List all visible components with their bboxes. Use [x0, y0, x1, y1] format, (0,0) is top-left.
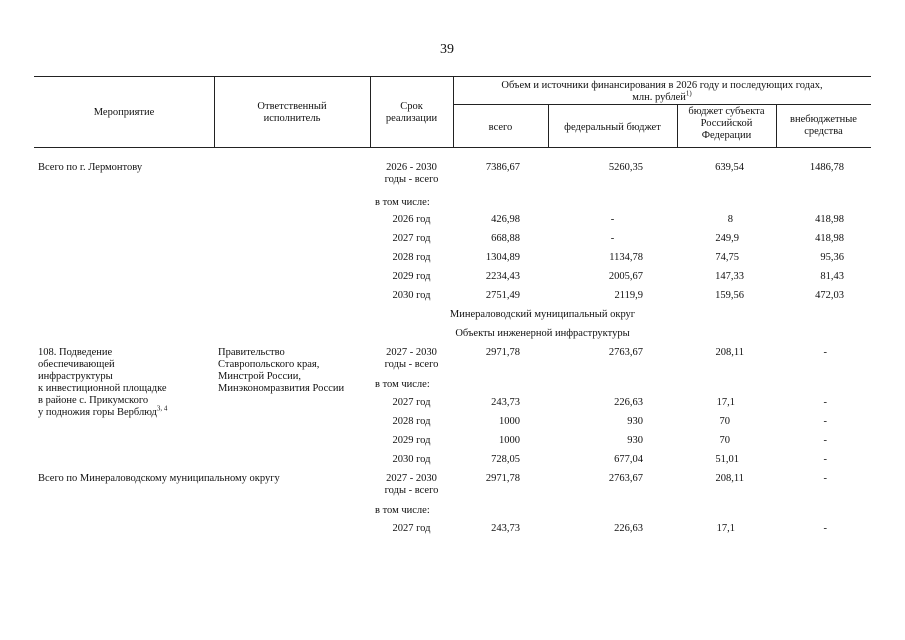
item-108-extra: - — [823, 347, 827, 358]
item-108-subject: 208,11 — [715, 347, 744, 358]
minvody-federal: 2763,67 — [608, 473, 643, 484]
cell-total: 1304,89 — [485, 252, 520, 263]
lermontov-year-2028: 2028 год — [392, 252, 431, 263]
cell-extra: 95,36 — [820, 252, 844, 263]
cell-federal: 677,04 — [614, 454, 643, 465]
cell-subject: 249,9 — [715, 233, 739, 244]
lermontov-total-label: Всего по г. Лермонтову — [38, 162, 143, 173]
cell-total: 2751,49 — [485, 290, 520, 301]
cell-subject: 70 — [719, 435, 730, 446]
cell-federal: 1134,78 — [609, 252, 643, 263]
cell-federal: 930 — [627, 435, 643, 446]
cell-extra: - — [823, 397, 827, 408]
cell-subject: 74,75 — [715, 252, 739, 263]
cell-total: 668,88 — [491, 233, 520, 244]
lermontov-including: в том числе: — [375, 197, 430, 208]
cell-extra: - — [823, 416, 827, 427]
cell-extra: 81,43 — [820, 271, 844, 282]
minvody-including: в том числе: — [375, 505, 430, 516]
header-subject: бюджет субъекта Российской Федерации — [688, 106, 765, 141]
cell-extra: 418,98 — [815, 233, 844, 244]
cell-total: 1000 — [499, 435, 520, 446]
cell-total: 426,98 — [491, 214, 520, 225]
cell-subject: 17,1 — [716, 397, 735, 408]
header-funding-title: Объем и источники финансирования в 2026 году и последующих годах, млн. рублей$^{1)}$ — [501, 80, 823, 103]
cell-federal: - — [610, 233, 615, 244]
lermontov-year-2027: 2027 год — [392, 233, 431, 244]
section-title: Минераловодский муниципальный округ — [449, 309, 636, 320]
minvody-year-2027: 2027 год — [392, 523, 431, 534]
cell-total: 2234,43 — [485, 271, 520, 282]
cell-subject: 17,1 — [716, 523, 735, 534]
minvody-total-label: Всего по Минераловодскому муниципальному округу — [38, 473, 280, 484]
cell-subject: 8 — [727, 214, 733, 225]
header-extra: внебюджетные средства — [790, 114, 857, 137]
item-108-federal: 2763,67 — [608, 347, 643, 358]
item-108-year-2028: 2028 год — [392, 416, 431, 427]
header-federal: федеральный бюджет — [564, 122, 661, 133]
minvody-extra: - — [823, 473, 827, 484]
cell-federal: 226,63 — [614, 397, 643, 408]
cell-extra: - — [823, 454, 827, 465]
header-responsible: Ответственный исполнитель — [257, 101, 327, 124]
lermontov-federal: 5260,35 — [608, 162, 643, 173]
lermontov-year-2029: 2029 год — [392, 271, 431, 282]
cell-total: 243,73 — [491, 523, 520, 534]
minvody-subject: 208,11 — [715, 473, 744, 484]
cell-subject: 159,56 — [715, 290, 744, 301]
item-108-year-2030: 2030 год — [392, 454, 431, 465]
subsection-title: Объекты инженерной инфраструктуры — [455, 328, 630, 339]
header-event: Мероприятие — [93, 107, 155, 118]
header-term: Срок реализации — [385, 101, 438, 124]
page-number: 39 — [440, 42, 454, 57]
lermontov-subject: 639,54 — [715, 162, 744, 173]
minvody-total: 2971,78 — [485, 473, 520, 484]
lermontov-period: 2026 - 2030 годы - всего — [384, 162, 439, 185]
item-108-year-2027: 2027 год — [392, 397, 431, 408]
lermontov-total: 7386,67 — [485, 162, 520, 173]
cell-subject: 51,01 — [715, 454, 739, 465]
cell-total: 1000 — [499, 416, 520, 427]
cell-federal: 2005,67 — [608, 271, 643, 282]
lermontov-extra: 1486,78 — [809, 162, 844, 173]
item-108-total: 2971,78 — [485, 347, 520, 358]
table-header — [34, 76, 871, 148]
cell-subject: 147,33 — [715, 271, 744, 282]
cell-federal: 226,63 — [614, 523, 643, 534]
cell-extra: 418,98 — [815, 214, 844, 225]
cell-total: 243,73 — [491, 397, 520, 408]
lermontov-year-2030: 2030 год — [392, 290, 431, 301]
cell-total: 728,05 — [491, 454, 520, 465]
cell-extra: - — [823, 523, 827, 534]
cell-subject: 70 — [719, 416, 730, 427]
item-108-including: в том числе: — [375, 379, 430, 390]
item-108-year-2029: 2029 год — [392, 435, 431, 446]
cell-federal: 2119,9 — [614, 290, 643, 301]
cell-extra: 472,03 — [815, 290, 844, 301]
item-108-period: 2027 - 2030 годы - всего — [384, 347, 439, 370]
minvody-period: 2027 - 2030 годы - всего — [384, 473, 439, 496]
cell-extra: - — [823, 435, 827, 446]
cell-federal: - — [610, 214, 615, 225]
lermontov-year-2026: 2026 год — [392, 214, 431, 225]
funding-table — [34, 76, 871, 534]
item-108-event: 108. Подведение обеспечивающей инфраструктуры к инвестиционной площадке в районе с. Прикумского у подножия горы Верблюд$^{3, 4}$ — [38, 347, 168, 418]
cell-federal: 930 — [627, 416, 643, 427]
item-108-responsible: Правительство Ставропольского края, Минстрой России, Минэкономразвития России — [218, 347, 345, 394]
header-total: всего — [488, 122, 513, 133]
